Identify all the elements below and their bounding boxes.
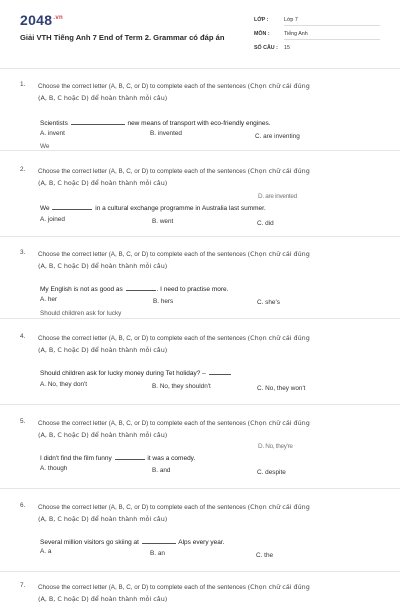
meta-class-value: Lớp 7 <box>284 17 298 23</box>
question-1-option-c[interactable]: C. are inventing <box>255 133 300 140</box>
question-5-option-b[interactable]: B. and <box>152 467 171 474</box>
question-instruction: Choose the correct letter (A, B, C, or D) to complete each of the sentences (Chọn chữ cái đúng (A, B, C hoặc D) để hoàn thành mỗi câu) <box>38 82 310 102</box>
meta-count-label: SỐ CÂU : <box>254 45 278 51</box>
meta-divider <box>284 39 380 40</box>
question-3-option-b[interactable]: B. hers <box>153 298 174 305</box>
question-number: 4. <box>20 333 26 340</box>
question-instruction: Choose the correct letter (A, B, C, or D) to complete each of the sentences (Chọn chữ cái đúng (A, B, C hoặc D) để hoàn thành mỗi câu) <box>38 503 310 523</box>
question-5-option-a[interactable]: A. though <box>40 465 68 472</box>
logo-text: 2048 <box>20 12 53 28</box>
answer-blank[interactable] <box>71 118 125 125</box>
answer-blank[interactable] <box>209 368 231 375</box>
question-5-sentence: I didn't find the film funny it was a comedy. <box>40 455 196 462</box>
answer-blank[interactable] <box>52 203 92 210</box>
question-4-sentence: Should children ask for lucky money during Tet holiday? – <box>40 368 232 377</box>
question-5-clipped-text: D. No, they're <box>258 443 293 450</box>
site-logo[interactable] <box>20 12 63 28</box>
question-number: 1. <box>20 81 26 88</box>
question-number: 5. <box>20 418 26 425</box>
question-1-option-b[interactable]: B. invented <box>150 130 182 137</box>
question-divider <box>0 404 400 405</box>
question-instruction: Choose the correct letter (A, B, C, or D) to complete each of the sentences (Chọn chữ cái đúng (A, B, C hoặc D) để hoàn thành mỗi câu) <box>38 250 310 270</box>
answer-blank[interactable] <box>142 537 176 544</box>
question-3-option-a[interactable]: A. her <box>40 296 58 303</box>
answer-blank[interactable] <box>126 284 156 291</box>
question-4-option-c[interactable]: C. No, they won't <box>257 385 306 392</box>
question-divider <box>0 150 400 151</box>
question-instruction: Choose the correct letter (A, B, C, or D) to complete each of the sentences (Chọn chữ cái đúng (A, B, C hoặc D) để hoàn thành mỗi câu) <box>38 419 310 439</box>
question-7 <box>20 582 386 603</box>
question-4-option-a[interactable]: A. No, they don't <box>40 381 88 388</box>
question-number: 7. <box>20 582 26 589</box>
question-1-sentence: Scientists new means of transport with eco-friendly engines. <box>40 120 271 127</box>
question-1-clipped-text: We <box>40 143 50 150</box>
question-divider <box>0 236 400 237</box>
question-3-clipped-text: Should children ask for lucky <box>40 310 122 317</box>
question-3-option-c[interactable]: C. she's <box>257 299 280 306</box>
question-6-option-c[interactable]: C. the <box>256 552 274 559</box>
question-6-sentence: Several million visitors go skiing at Alps every year. <box>40 539 225 546</box>
meta-subject-label: MÔN : <box>254 31 270 37</box>
logo-suffix: .vn <box>53 15 63 22</box>
question-2-option-b[interactable]: B. went <box>152 218 174 225</box>
question-divider <box>0 488 400 489</box>
page-header <box>0 0 400 68</box>
question-number: 3. <box>20 249 26 256</box>
question-2-option-c[interactable]: C. did <box>257 220 274 227</box>
question-2-option-a[interactable]: A. joined <box>40 216 65 223</box>
document-title: Giải VTH Tiếng Anh 7 End of Term 2. Grammar có đáp án <box>20 33 225 42</box>
question-4-option-b[interactable]: B. No, they shouldn't <box>152 383 211 390</box>
header-divider <box>0 68 400 69</box>
question-5-option-c[interactable]: C. despite <box>257 469 286 476</box>
meta-divider <box>284 25 380 26</box>
question-2-sentence: We in a cultural exchange programme in Australia last summer. <box>40 205 266 212</box>
question-2-clipped-text: D. are invented <box>258 193 297 200</box>
question-instruction: Choose the correct letter (A, B, C, or D) to complete each of the sentences (Chọn chữ cái đúng (A, B, C hoặc D) để hoàn thành mỗi câu) <box>38 583 310 603</box>
answer-blank[interactable] <box>115 453 145 460</box>
question-3-sentence: My English is not as good as . I need to practise more. <box>40 286 229 293</box>
question-divider <box>0 318 400 319</box>
meta-class-label: LỚP : <box>254 17 269 23</box>
question-divider <box>0 571 400 572</box>
question-instruction: Choose the correct letter (A, B, C, or D) to complete each of the sentences (Chọn chữ cái đúng (A, B, C hoặc D) để hoàn thành mỗi câu) <box>38 334 310 354</box>
question-number: 6. <box>20 502 26 509</box>
meta-subject-value: Tiếng Anh <box>284 31 308 37</box>
meta-count-value: 15 <box>284 45 290 51</box>
question-6-option-a[interactable]: A. a <box>40 548 52 555</box>
question-1-option-a[interactable]: A. invent <box>40 130 65 137</box>
question-instruction: Choose the correct letter (A, B, C, or D) to complete each of the sentences (Chọn chữ cái đúng (A, B, C hoặc D) để hoàn thành mỗi câu) <box>38 167 310 187</box>
question-number: 2. <box>20 166 26 173</box>
question-6-option-b[interactable]: B. an <box>150 550 165 557</box>
